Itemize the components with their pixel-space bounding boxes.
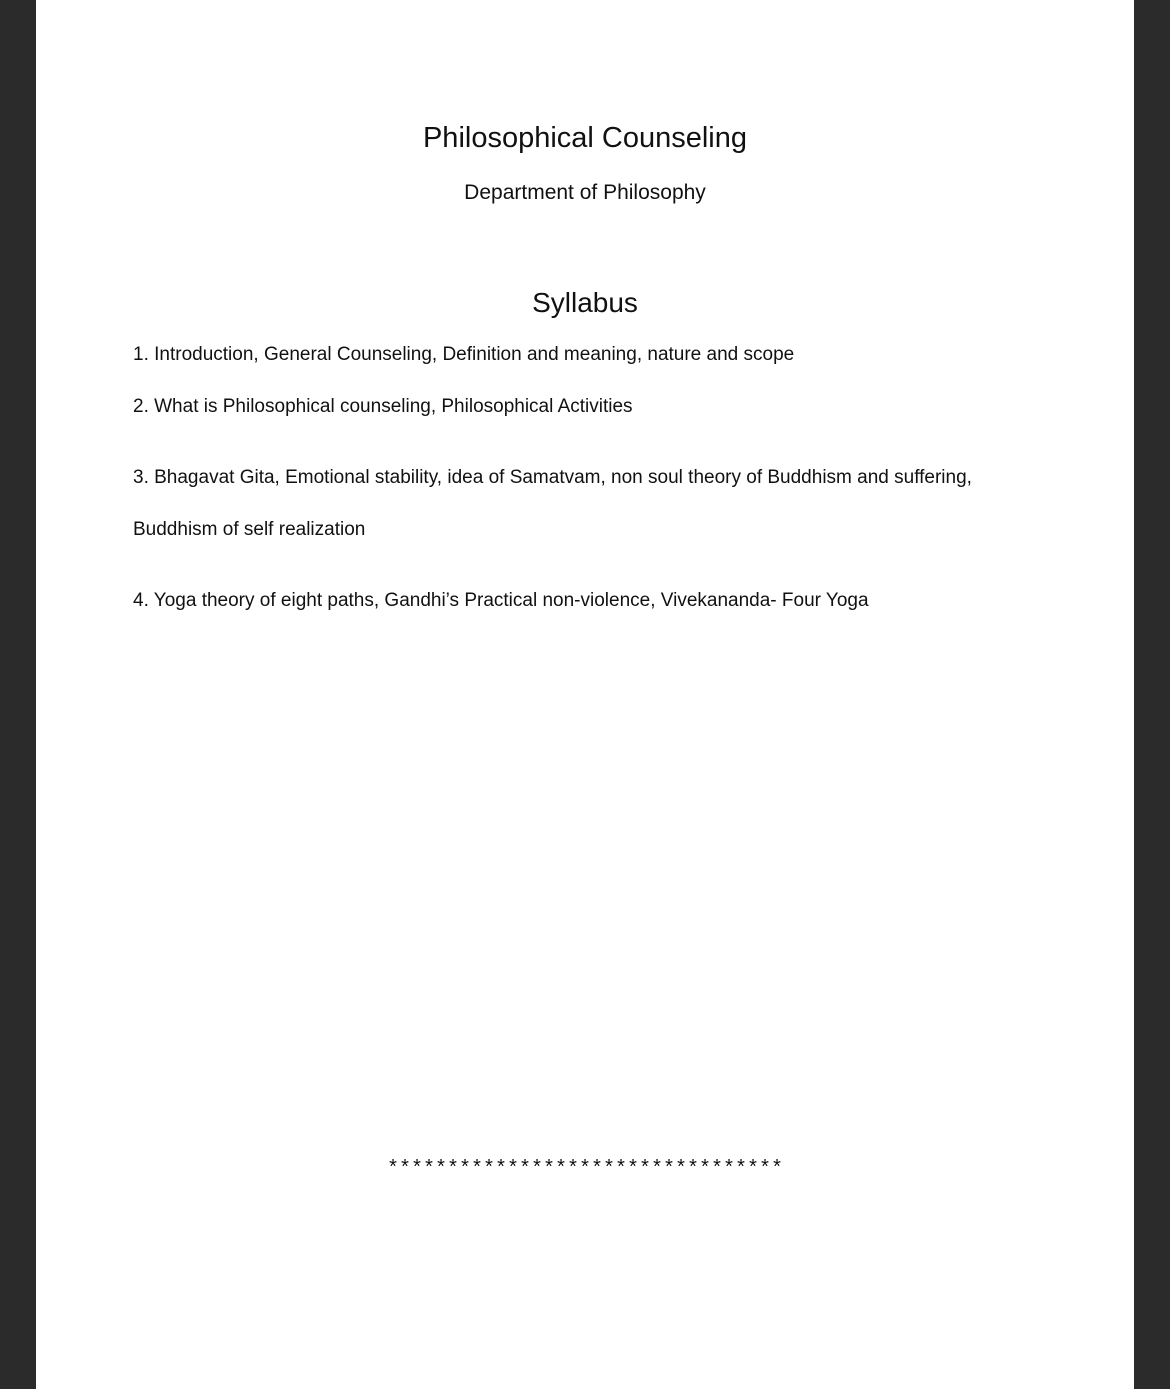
- syllabus-heading: Syllabus: [532, 287, 638, 318]
- syllabus-item-1: 1. Introduction, General Counseling, Definition and meaning, nature and scope: [133, 344, 795, 365]
- syllabus-item-4: 4. Yoga theory of eight paths, Gandhi’s Practical non-violence, Vivekananda- Four Yoga: [133, 590, 869, 611]
- end-of-document-marker: *********************************: [386, 1158, 784, 1181]
- syllabus-item-3-continued: Buddhism of self realization: [133, 519, 366, 540]
- document-title: Philosophical Counseling: [422, 122, 748, 154]
- department-name: Department of Philosophy: [464, 181, 706, 204]
- document-page: [36, 0, 1134, 1389]
- syllabus-item-2: 2. What is Philosophical counseling, Philosophical Activities: [133, 396, 633, 417]
- syllabus-item-3: 3. Bhagavat Gita, Emotional stability, idea of Samatvam, non soul theory of Buddhism and suffering,: [133, 467, 972, 488]
